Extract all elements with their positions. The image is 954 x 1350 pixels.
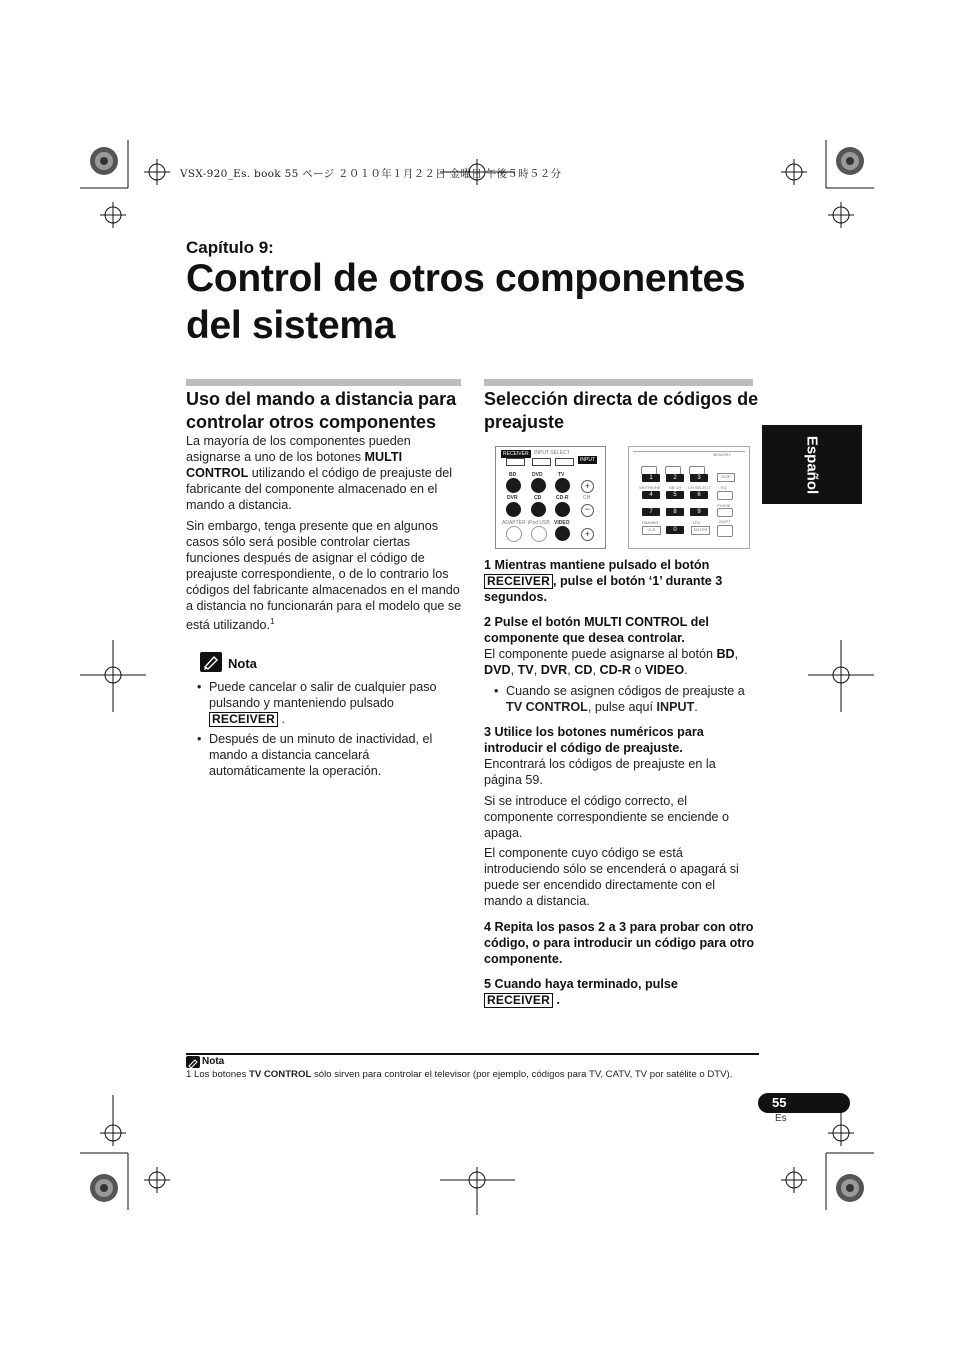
remote-phase-key [717,508,733,517]
right-section-heading [484,388,759,434]
remote-memory-label: MEMORY [713,452,731,457]
section-bar-right [484,379,753,386]
remote-input-key: INPUT [580,457,595,463]
remote-label-cdr: CD-R [556,495,569,501]
remote-key-4: 4 [642,491,660,499]
remote-key-8: 8 [666,508,684,516]
chapter-label: Capítulo 9: [186,238,274,257]
right-heading-line2: preajuste [484,412,565,432]
plus-icon: + [581,480,594,493]
remote-key-7: 7 [642,508,660,516]
remote-label-lev: LEV [693,520,701,525]
remote-label-dvd: DVD [532,472,543,478]
remote-label-sr: SR/TRK/HE [639,485,661,490]
minus-icon: − [581,504,594,517]
remote-label-ipod: iPod USB [528,520,550,526]
remote-label-cd: CD [534,495,542,501]
step5-receiver-key: RECEIVER [484,993,553,1008]
step-3-paragraph-2: Si se introduce el código correcto, el componente correspondiente se enciende o apaga. [484,794,730,840]
note-bullet-1: • Puede cancelar o salir de cualquier paso pulsando y manteniendo pulsado RECEIVER . [209,679,461,727]
remote-label-phase: PHASE [717,503,731,508]
remote-key-0: 0 [666,526,684,534]
remote-label-chselect: CH SELECT [688,485,711,490]
page-number: 55 [772,1095,787,1110]
remote-label-sbch: SB CH [669,485,682,490]
remote-enter-key: ENTER [691,526,710,535]
remote-btn-cd [531,502,546,517]
remote-shift-key [717,525,733,537]
step-3-text: Encontrará los códigos de preajuste en la página 59. [484,757,716,787]
chapter-title-line1: Control de otros componentes [186,257,746,300]
page-language: Es [775,1113,787,1124]
remote-illustration-numeric [628,446,750,549]
footnote-rule [186,1053,759,1055]
step-2: 2 Pulse el botón MULTI CONTROL del componente que desea controlar. [484,615,709,645]
note-label: Nota [228,656,257,671]
note-icon [200,652,222,672]
remote-disp-key: DISP [717,473,735,482]
remote-btn-bd [506,478,521,493]
remote-label-dimmer: DIMMER [642,520,659,525]
remote-label-video: VIDEO [554,520,570,526]
remote-btn-dvr [506,502,521,517]
remote-ch-key [717,491,733,500]
remote-label-dvr: DVR [507,495,518,501]
left-heading-line2: controlar otros componentes [186,412,437,432]
step-2-bullet: • Cuando se asignen códigos de preajuste a TV CONTROL, pulse aquí INPUT. [506,683,758,715]
remote-clr-key: CLR [642,526,661,535]
remote-btn-video [555,526,570,541]
left-heading-line1: Uso del mando a distancia para [186,389,457,409]
remote-label-eq: EQ [721,485,727,490]
language-tab [762,425,862,504]
step-2-text: El componente puede asignarse al botón BD, DVD, TV, DVR, CD, CD-R o VIDEO. [484,647,739,677]
remote-blank-key-1 [506,458,525,466]
chapter-title-line2: del sistema [186,304,396,347]
plus-icon-2: + [581,528,594,541]
remote-ch-label: CH [583,495,591,501]
remote-btn-dvd [531,478,546,493]
right-heading-line1: Selección directa de códigos de [484,389,759,409]
receiver-key: RECEIVER [209,712,278,727]
remote-btn-ipod [531,526,547,542]
remote-key-2: 2 [666,474,684,482]
step1-receiver-key: RECEIVER [484,574,553,589]
step-3: 3 Utilice los botones numéricos para introducir el código de preajuste. [484,725,704,755]
remote-label-adapter: ADAPTER [502,520,526,526]
remote-btn-tv [555,478,570,493]
remote-input-select-label: INPUT SELECT [534,450,570,456]
remote-key-1: 1 [642,474,660,482]
footnote-note-icon [186,1056,200,1068]
remote-illustration-multi-control [495,446,606,549]
left-paragraph-1: La mayoría de los componentes pueden asignarse a uno de los botones MULTI CONTROL utilizando el código de preajuste del fabricante del componente almacenado en el mando a distancia. [186,434,453,512]
remote-key-6: 6 [690,491,708,499]
remote-blank-key-2 [532,458,551,466]
language-tab-label: Español [803,435,821,495]
left-paragraph-2: Sin embargo, tenga presente que en algunos casos sólo será posible controlar ciertas funciones después de asignar el código de preajuste correspondiente, o de lo contrario los códigos del fabricante almacenados en el mando a distancia no funcionarán para el modelo que se está utilizando.$^1$ [186,519,462,633]
remote-btn-adapter [506,526,522,542]
remote-label-tv: TV [558,472,565,478]
footnote-text: 1 Los botones TV CONTROL sólo sirven para controlar el televisor (por ejemplo, códigos para TV, CATV, TV por satélite o DTV). [186,1069,733,1080]
remote-label-shift: SHIFT [719,519,731,524]
remote-btn-cdr [555,502,570,517]
step-1: 1 Mientras mantiene pulsado el botón RECEIVER , pulse el botón ‘1’ durante 3 segundos. [484,558,723,604]
step-5: 5 Cuando haya terminado, pulse RECEIVER . [484,977,678,1007]
remote-blank-key-3 [555,458,574,466]
footnote-label: Nota [202,1056,225,1067]
remote-key-9: 9 [690,508,708,516]
section-bar-left [186,379,461,386]
remote-key-5: 5 [666,491,684,499]
book-info-line: VSX-920_Es. book 55 ページ ２０１０年１月２２日 金曜日 午後５時５２分 [180,168,562,180]
step-4: 4 Repita los pasos 2 a 3 para probar con otro código, o para introducir un código para otro componente. [484,920,755,966]
left-section-heading [186,388,471,434]
remote-receiver-key: RECEIVER [503,451,529,457]
note-bullet-2: • Después de un minuto de inactividad, el mando a distancia cancelará automáticamente la operación. [209,731,461,779]
page-number-badge [758,1093,850,1113]
chapter-title [186,255,786,349]
remote-key-3: 3 [690,474,708,482]
remote-label-bd: BD [509,472,517,478]
step-3-paragraph-3: El componente cuyo código se está introduciendo sólo se encenderá o apagará si puede ser encendido directamente con el mando a distancia. [484,846,739,908]
